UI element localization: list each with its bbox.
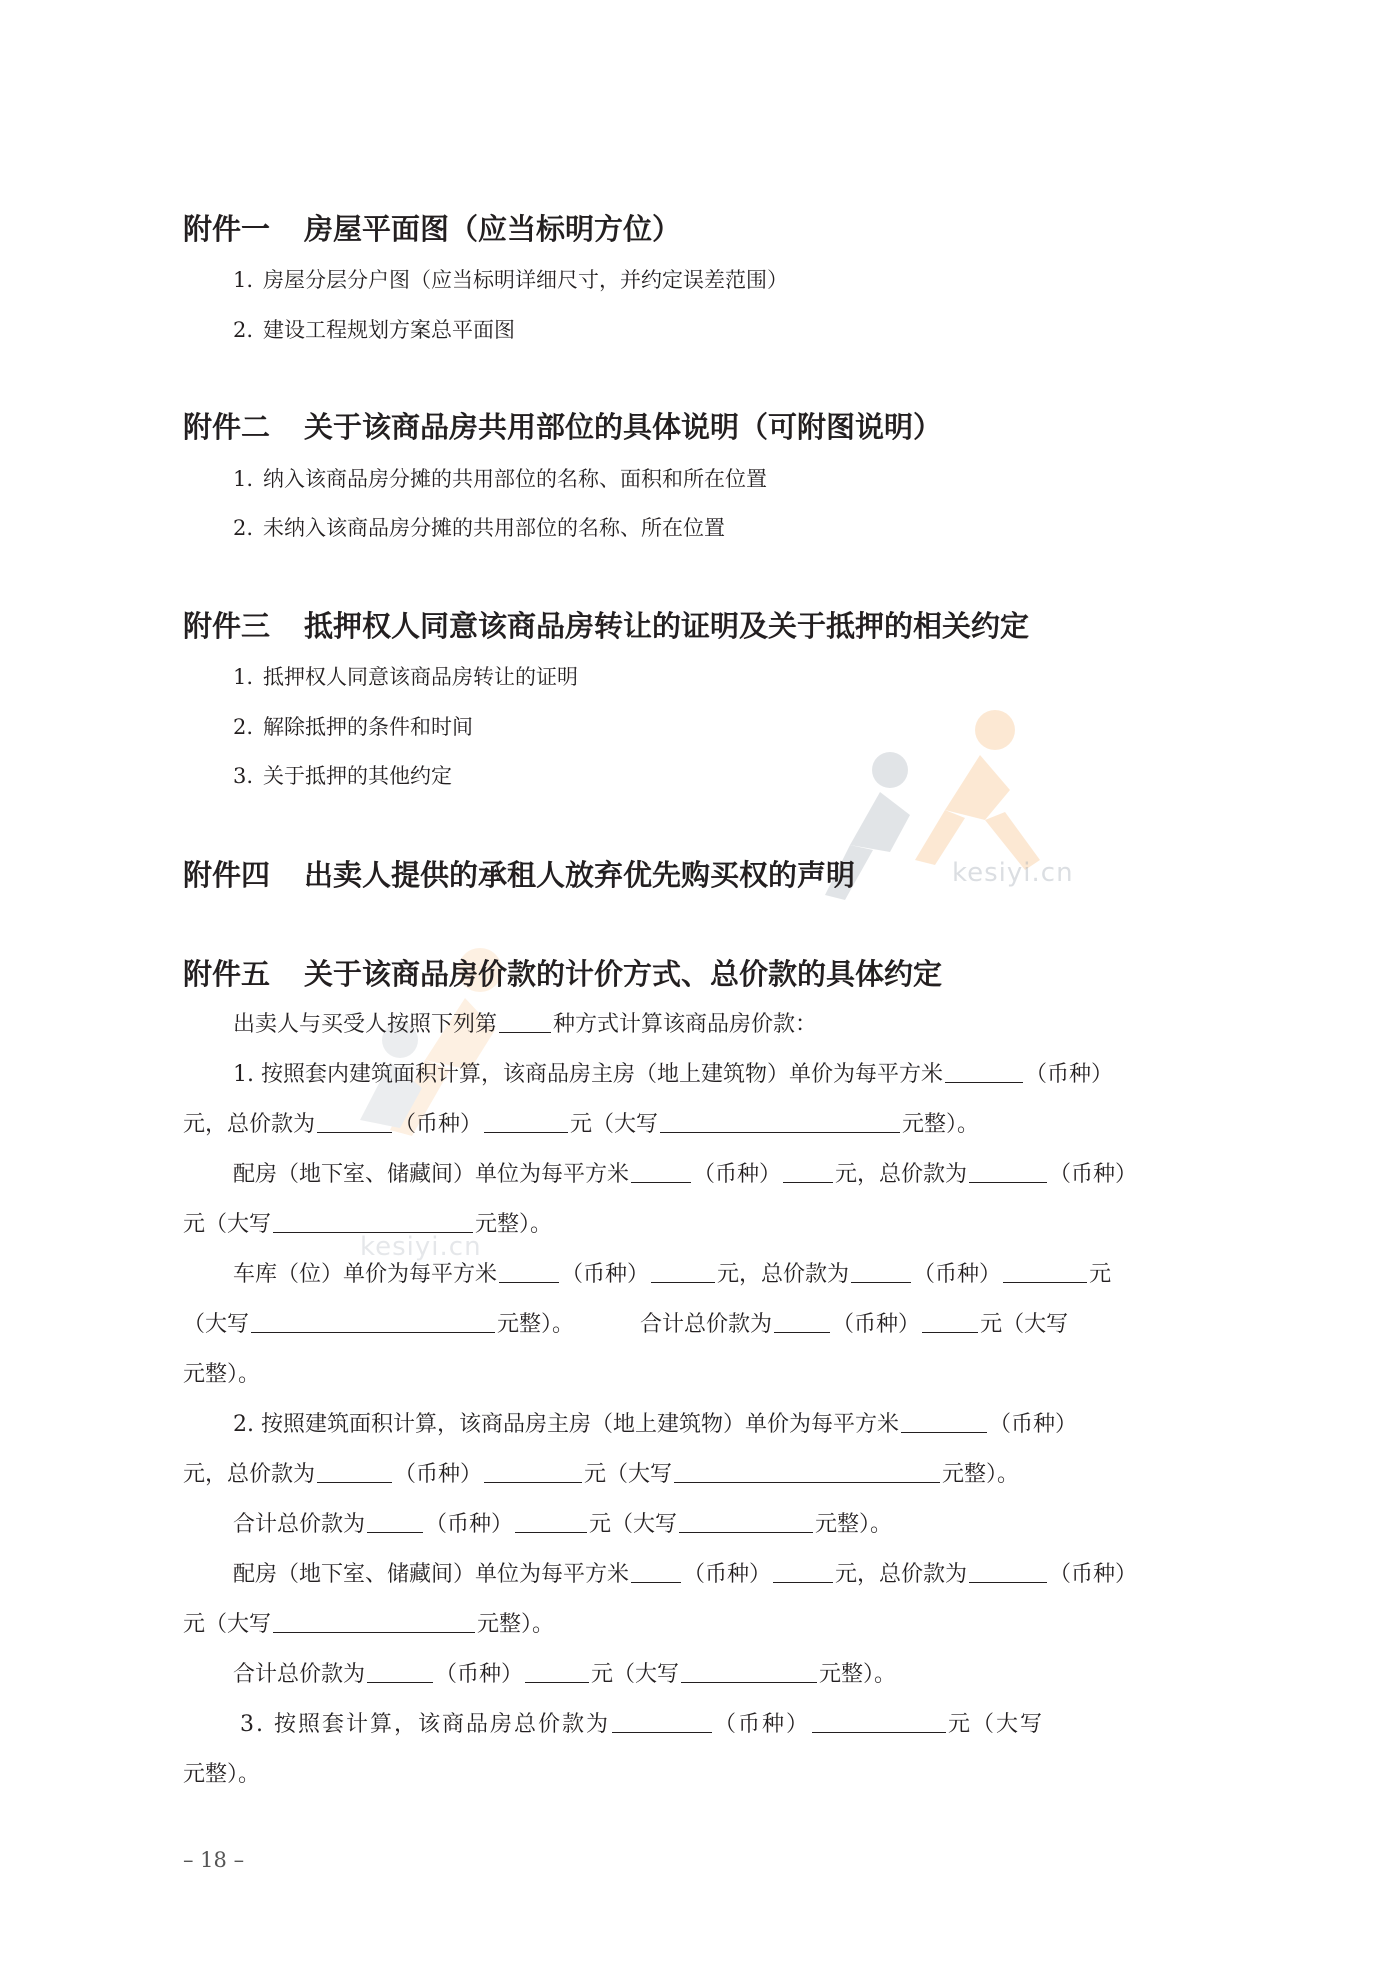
pricing-line <box>183 1460 1019 1490</box>
fill-blank <box>499 1010 551 1033</box>
annex-3-item-2 <box>233 712 473 742</box>
annex-number: 附件一 <box>183 212 271 246</box>
fill-blank <box>631 1160 691 1183</box>
pricing-option-3-line <box>240 1710 1044 1740</box>
text-run: （币种） <box>394 1112 483 1137</box>
item-number: 1. <box>233 467 254 491</box>
text-run: （币种） <box>832 1312 921 1337</box>
fill-blank <box>317 1460 392 1483</box>
text-run: 元整）。 <box>475 1212 553 1237</box>
watermark-text: kesiyi.cn <box>360 1232 482 1262</box>
text-run: 建设工程规划方案总平面图 <box>263 318 516 342</box>
fill-blank <box>515 1510 587 1533</box>
text-run: 配房（地下室、储藏间）单位为每平方米 <box>233 1562 630 1587</box>
fill-blank <box>367 1510 423 1533</box>
pricing-line <box>183 1610 554 1640</box>
annex-2-item-1 <box>233 464 767 494</box>
fill-blank <box>317 1110 392 1133</box>
pricing-line <box>183 1110 979 1140</box>
text-run: 元（大写 <box>589 1512 678 1537</box>
item-number: 1. <box>233 665 254 689</box>
item-number: 1. <box>233 268 254 292</box>
text-run: 元整）。 <box>183 1362 261 1387</box>
annex-1-heading <box>183 209 1233 249</box>
pricing-line <box>233 1260 1111 1290</box>
text-run: 元，总价款为 <box>835 1562 968 1587</box>
fill-blank <box>612 1710 712 1733</box>
fill-blank <box>660 1110 900 1133</box>
text-run: 房屋分层分户图（应当标明详细尺寸，并约定误差范围） <box>263 268 789 292</box>
text-run: 合计总价款为 <box>233 1662 366 1687</box>
text-run: 出卖人与买受人按照下列第 <box>233 1012 498 1037</box>
fill-blank <box>499 1260 559 1283</box>
fill-blank <box>783 1160 833 1183</box>
fill-blank <box>525 1660 589 1683</box>
text-run: 元，总价款为 <box>717 1262 850 1287</box>
annex-4-heading <box>183 855 1233 895</box>
text-run: 1. 按照套内建筑面积计算，该商品房主房（地上建筑物）单价为每平方米 <box>233 1062 943 1087</box>
fill-blank <box>651 1260 715 1283</box>
text-run: 元整）。 <box>497 1312 575 1337</box>
text-run: （币种） <box>989 1412 1078 1437</box>
text-run: （币种） <box>714 1712 811 1737</box>
annex-title: 关于该商品房价款的计价方式、总价款的具体约定 <box>304 957 943 991</box>
text-run: 合计总价款为 <box>233 1512 366 1537</box>
text-run: （大写 <box>183 1312 250 1337</box>
pricing-line <box>233 1510 892 1540</box>
item-number: 2. <box>233 715 254 739</box>
text-run: 元（大写 <box>183 1612 272 1637</box>
page-number: – 18 – <box>183 1848 245 1872</box>
text-run: （币种） <box>913 1262 1002 1287</box>
text-run: 元（大写 <box>584 1462 673 1487</box>
text-run: 元整）。 <box>477 1612 555 1637</box>
pricing-line <box>233 1560 1137 1590</box>
text-run: 元，总价款为 <box>183 1462 316 1487</box>
text-run: （币种） <box>1049 1562 1138 1587</box>
text-run: 元（大写 <box>948 1712 1045 1737</box>
watermark-text: kesiyi.cn <box>952 858 1074 888</box>
pricing-line <box>233 1660 896 1690</box>
annex-3-item-3 <box>233 761 452 791</box>
text-run: 元整）。 <box>942 1462 1020 1487</box>
pricing-intro <box>233 1010 817 1040</box>
text-run: 纳入该商品房分摊的共用部位的名称、面积和所在位置 <box>263 467 768 491</box>
text-run: 解除抵押的条件和时间 <box>263 715 474 739</box>
text-run: （币种） <box>394 1462 483 1487</box>
annex-number: 附件三 <box>183 609 271 643</box>
fill-blank <box>674 1460 940 1483</box>
annex-number: 附件四 <box>183 858 271 892</box>
item-number: 2. <box>233 318 254 342</box>
annex-2-item-2 <box>233 513 725 543</box>
fill-blank <box>679 1510 813 1533</box>
annex-5-heading <box>183 954 1233 994</box>
fill-blank <box>1003 1260 1087 1283</box>
annex-title: 出卖人提供的承租人放弃优先购买权的声明 <box>304 858 856 892</box>
fill-blank <box>773 1560 833 1583</box>
fill-blank <box>367 1660 433 1683</box>
text-run: 元（大写 <box>591 1662 680 1687</box>
text-run: 元整）。 <box>183 1762 261 1787</box>
text-run: （币种） <box>425 1512 514 1537</box>
fill-blank <box>922 1310 978 1333</box>
text-run: 元整）。 <box>819 1662 897 1687</box>
item-number: 3. <box>233 764 254 788</box>
annex-3-heading <box>183 606 1233 646</box>
text-run: 元（大写 <box>570 1112 659 1137</box>
fill-blank <box>681 1660 817 1683</box>
text-run: 元整）。 <box>815 1512 893 1537</box>
annex-number: 附件二 <box>183 410 271 444</box>
pricing-line <box>183 1210 552 1240</box>
annex-number: 附件五 <box>183 957 271 991</box>
text-run: （币种） <box>561 1262 650 1287</box>
text-run: 抵押权人同意该商品房转让的证明 <box>263 665 579 689</box>
text-run: 元（大写 <box>980 1312 1069 1337</box>
item-number: 2. <box>233 516 254 540</box>
pricing-option-2-line <box>233 1410 1077 1440</box>
fill-blank <box>631 1560 681 1583</box>
text-run: 元 <box>1089 1262 1112 1287</box>
fill-blank <box>484 1110 568 1133</box>
text-run: 关于抵押的其他约定 <box>263 764 453 788</box>
annex-3-item-1 <box>233 662 578 692</box>
text-run: （币种） <box>693 1162 782 1187</box>
annex-title: 抵押权人同意该商品房转让的证明及关于抵押的相关约定 <box>304 609 1030 643</box>
annex-title: 房屋平面图（应当标明方位） <box>304 212 682 246</box>
pricing-line <box>183 1360 260 1390</box>
text-run: 3. 按照套计算，该商品房总价款为 <box>240 1712 610 1737</box>
annex-1-item-2 <box>233 315 515 345</box>
text-run: （币种） <box>683 1562 772 1587</box>
text-run: 元整）。 <box>902 1112 980 1137</box>
text-run: 未纳入该商品房分摊的共用部位的名称、所在位置 <box>263 516 726 540</box>
fill-blank <box>273 1210 473 1233</box>
fill-blank <box>969 1560 1047 1583</box>
pricing-line <box>233 1160 1137 1190</box>
text-run: 2. 按照建筑面积计算，该商品房主房（地上建筑物）单价为每平方米 <box>233 1412 899 1437</box>
text-run: （币种） <box>1025 1062 1114 1087</box>
fill-blank <box>945 1060 1023 1083</box>
text-run: （币种） <box>435 1662 524 1687</box>
pricing-option-1-line <box>233 1060 1113 1090</box>
text-run: 种方式计算该商品房价款： <box>553 1012 818 1037</box>
text-run: （币种） <box>1049 1162 1138 1187</box>
fill-blank <box>273 1610 475 1633</box>
text-run: 合计总价款为 <box>640 1312 773 1337</box>
annex-title: 关于该商品房共用部位的具体说明（可附图说明） <box>304 410 943 444</box>
fill-blank <box>251 1310 495 1333</box>
text-run: 车库（位）单价为每平方米 <box>233 1262 498 1287</box>
text-run: 元，总价款为 <box>183 1112 316 1137</box>
annex-1-item-1 <box>233 265 788 295</box>
annex-2-heading <box>183 407 1233 447</box>
fill-blank <box>774 1310 830 1333</box>
fill-blank <box>484 1460 582 1483</box>
pricing-line <box>183 1310 1068 1340</box>
fill-blank <box>969 1160 1047 1183</box>
fill-blank <box>901 1410 987 1433</box>
fill-blank <box>812 1710 946 1733</box>
pricing-line <box>183 1760 260 1790</box>
text-run: 元，总价款为 <box>835 1162 968 1187</box>
text-run: 配房（地下室、储藏间）单位为每平方米 <box>233 1162 630 1187</box>
fill-blank <box>851 1260 911 1283</box>
text-run: 元（大写 <box>183 1212 272 1237</box>
